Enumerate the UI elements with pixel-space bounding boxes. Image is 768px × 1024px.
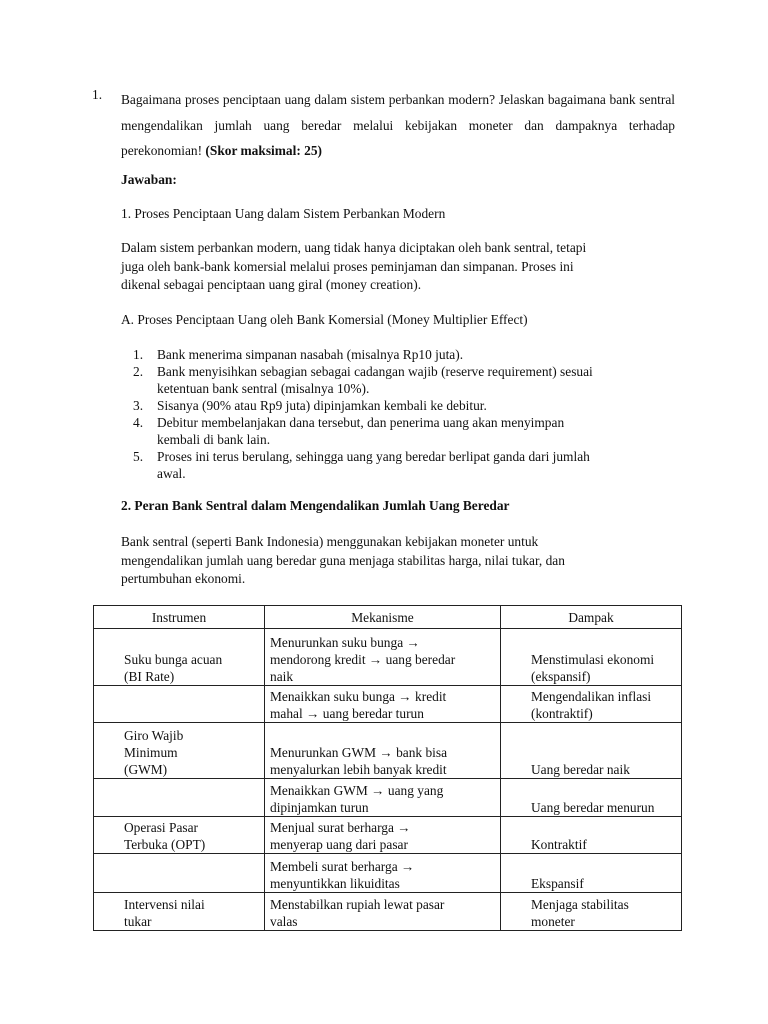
money-multiplier-steps [121, 346, 681, 482]
section1-subheading: A. Proses Penciptaan Uang oleh Bank Komersial (Money Multiplier Effect) [121, 312, 528, 327]
cell-line: Suku bunga acuan [124, 652, 223, 667]
cell-instrumen [94, 893, 265, 931]
cell-mekanisme [265, 723, 501, 779]
cell-mekanisme [265, 686, 501, 723]
cell-line: Uang beredar menurun [531, 800, 655, 815]
list-line: Bank menyisihkan sebagian sebagai cadangan wajib (reserve requirement) sesuai [157, 364, 593, 379]
question-score: (Skor maksimal: 25) [205, 143, 322, 158]
cell-line: Operasi Pasar [124, 820, 198, 835]
cell-line: Menurunkan suku bunga → [270, 635, 420, 650]
cell-dampak [501, 686, 682, 723]
cell-line: Minimum [124, 745, 178, 760]
cell-dampak [501, 779, 682, 817]
list-item [121, 363, 681, 397]
list-item [121, 448, 681, 482]
cell-line: moneter [531, 914, 575, 929]
cell-line: dipinjamkan turun [270, 800, 369, 815]
question-text [121, 87, 675, 164]
cell-line: Mengendalikan inflasi [531, 689, 652, 704]
question-body: Bagaimana proses penciptaan uang dalam sistem perbankan modern? Jelaskan bagaimana bank sentral mengendalikan jumlah uang beredar melalui kebijakan moneter dan dampaknya terhadap perekonomian! [121, 92, 675, 158]
table-row [94, 779, 682, 817]
cell-line: Menaikkan GWM → uang yang [270, 783, 444, 798]
list-line: ketentuan bank sentral (misalnya 10%). [157, 381, 370, 396]
cell-mekanisme [265, 854, 501, 893]
cell-line: tukar [124, 914, 152, 929]
cell-dampak [501, 854, 682, 893]
cell-instrumen [94, 817, 265, 854]
list-item [121, 414, 681, 448]
cell-line: valas [270, 914, 298, 929]
list-line: Debitur membelanjakan dana tersebut, dan penerima uang akan menyimpan [157, 415, 565, 430]
cell-line: Menaikkan suku bunga → kredit [270, 689, 447, 704]
paragraph-line: dikenal sebagai penciptaan uang giral (money creation). [121, 277, 422, 292]
cell-line: menyalurkan lebih banyak kredit [270, 762, 447, 777]
cell-line: Menjaga stabilitas [531, 897, 629, 912]
cell-line: menyerap uang dari pasar [270, 837, 408, 852]
list-number: 2. [133, 364, 144, 379]
list-line: Bank menerima simpanan nasabah (misalnya Rp10 juta). [157, 347, 464, 362]
cell-line: Uang beredar naik [531, 762, 630, 777]
cell-instrumen [94, 723, 265, 779]
cell-mekanisme [265, 817, 501, 854]
cell-line: Menstabilkan rupiah lewat pasar [270, 897, 445, 912]
section2-title: 2. Peran Bank Sentral dalam Mengendalikan Jumlah Uang Beredar [121, 498, 510, 513]
list-number: 4. [133, 415, 144, 430]
list-number: 1. [133, 347, 144, 362]
cell-instrumen [94, 629, 265, 686]
list-line: awal. [157, 466, 186, 481]
cell-line: (GWM) [124, 762, 168, 777]
table-row [94, 893, 682, 931]
table-row [94, 686, 682, 723]
table-row [94, 854, 682, 893]
table-row [94, 817, 682, 854]
paragraph-line: juga oleh bank-bank komersial melalui proses peminjaman dan simpanan. Proses ini [121, 258, 574, 274]
answer-label: Jawaban: [121, 172, 177, 187]
header-instrumen: Instrumen [94, 606, 265, 629]
cell-instrumen [94, 686, 265, 723]
paragraph-line: mengendalikan jumlah uang beredar guna menjaga stabilitas harga, nilai tukar, dan [121, 552, 565, 568]
cell-line: Kontraktif [531, 837, 587, 852]
cell-line: naik [270, 669, 294, 684]
monetary-instruments-table [93, 605, 682, 931]
list-number: 3. [133, 398, 144, 413]
cell-dampak [501, 629, 682, 686]
cell-line: (kontraktif) [531, 706, 593, 721]
list-number: 5. [133, 449, 144, 464]
list-line: Proses ini terus berulang, sehingga uang yang beredar berlipat ganda dari jumlah [157, 449, 590, 464]
cell-line: mendorong kredit → uang beredar [270, 652, 456, 667]
list-item [121, 397, 681, 414]
list-line: kembali di bank lain. [157, 432, 271, 447]
list-line: Sisanya (90% atau Rp9 juta) dipinjamkan kembali ke debitur. [157, 398, 487, 413]
table-header-row [94, 606, 682, 629]
cell-line: Menurunkan GWM → bank bisa [270, 745, 448, 760]
paragraph-line: Bank sentral (seperti Bank Indonesia) menggunakan kebijakan moneter untuk [121, 534, 539, 549]
header-dampak: Dampak [501, 606, 682, 629]
cell-line: (BI Rate) [124, 669, 175, 684]
cell-line: Giro Wajib [124, 728, 184, 743]
table-row [94, 723, 682, 779]
section1-paragraph [121, 239, 681, 295]
cell-instrumen [94, 854, 265, 893]
cell-line: Menstimulasi ekonomi [531, 652, 655, 667]
cell-mekanisme [265, 629, 501, 686]
cell-line: mahal → uang beredar turun [270, 706, 424, 721]
cell-line: (ekspansif) [531, 669, 591, 684]
cell-dampak [501, 893, 682, 931]
cell-mekanisme [265, 779, 501, 817]
question-number: 1. [92, 87, 103, 102]
section2-paragraph [121, 533, 681, 589]
header-mekanisme: Mekanisme [265, 606, 501, 629]
cell-dampak [501, 817, 682, 854]
cell-line: Menjual surat berharga → [270, 820, 411, 835]
cell-line: Ekspansif [531, 876, 584, 891]
cell-mekanisme [265, 893, 501, 931]
cell-line: Terbuka (OPT) [124, 837, 206, 852]
paragraph-line: Dalam sistem perbankan modern, uang tidak hanya diciptakan oleh bank sentral, tetapi [121, 240, 587, 255]
list-item [121, 346, 681, 363]
cell-instrumen [94, 779, 265, 817]
cell-line: menyuntikkan likuiditas [270, 876, 400, 891]
cell-line: Membeli surat berharga → [270, 859, 415, 874]
cell-line: Intervensi nilai [124, 897, 205, 912]
table-row [94, 629, 682, 686]
paragraph-line: pertumbuhan ekonomi. [121, 571, 246, 586]
section1-title: 1. Proses Penciptaan Uang dalam Sistem Perbankan Modern [121, 206, 446, 221]
cell-dampak [501, 723, 682, 779]
